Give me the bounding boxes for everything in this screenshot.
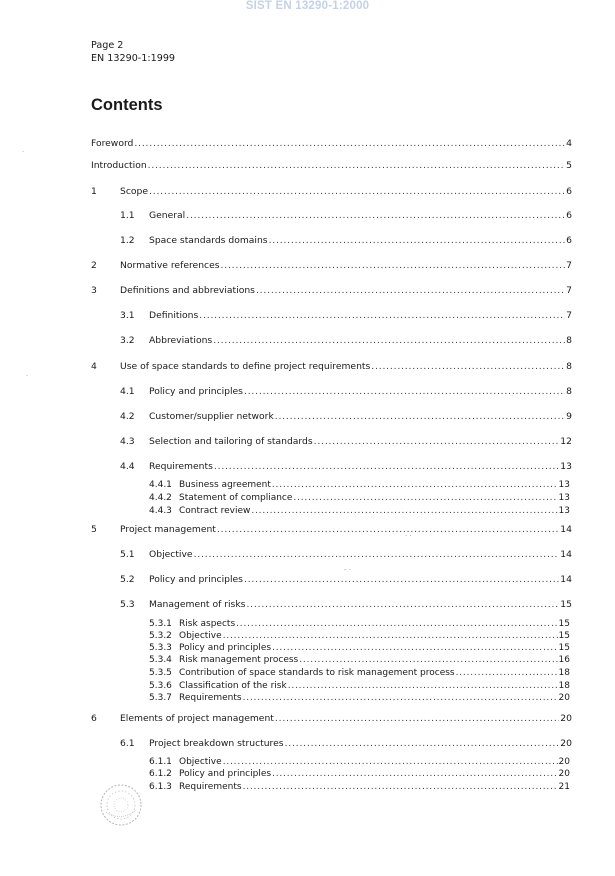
toc-entry-page: 21 [558, 782, 570, 792]
toc-leader-dots [186, 210, 565, 221]
toc-entry [91, 285, 572, 296]
page-title: Contents [91, 96, 163, 114]
toc-entry-number: 1 [91, 186, 97, 197]
toc-entry [149, 693, 570, 703]
toc-entry-page: 15 [558, 643, 570, 653]
toc-entry-page: 18 [558, 681, 570, 691]
toc-entry-number: 3.1 [120, 310, 135, 321]
toc-entry-title: Scope [120, 186, 148, 197]
toc-entry-page: 20 [558, 769, 570, 779]
toc-entry-number: 6.1.3 [149, 782, 172, 792]
toc-entry-number: 3.2 [120, 335, 135, 346]
toc-entry-number: 5 [91, 524, 97, 535]
toc-leader-dots [134, 138, 565, 149]
toc-entry-page: 14 [560, 549, 572, 560]
toc-entry-page: 6 [566, 235, 572, 246]
toc-entry-title: Risk management process [179, 655, 299, 665]
toc-entry [149, 493, 570, 503]
toc-entry [91, 361, 572, 372]
toc-entry-page: 15 [558, 619, 570, 629]
toc-leader-dots [246, 599, 559, 610]
scan-speck: - · [344, 566, 351, 574]
toc-entry [149, 643, 570, 653]
toc-entry-number: 3 [91, 285, 97, 296]
toc-entry-number: 5.3.1 [149, 619, 172, 629]
toc-entry-number: 5.3.7 [149, 693, 172, 703]
toc-entry-number: 5.2 [120, 574, 135, 585]
toc-entry [120, 599, 572, 610]
toc-entry [120, 738, 572, 749]
stamp-seal-icon [98, 782, 144, 828]
toc-entry-number: 5.3.4 [149, 655, 172, 665]
toc-leader-dots [275, 411, 565, 422]
toc-leader-dots [314, 436, 560, 447]
toc-entry [91, 160, 572, 171]
toc-entry-page: 6 [566, 186, 572, 197]
toc-entry-page: 7 [566, 310, 572, 321]
toc-entry-page: 7 [566, 260, 572, 271]
toc-entry-page: 20 [560, 713, 572, 724]
toc-leader-dots [194, 549, 560, 560]
toc-entry-number: 4.4.2 [149, 493, 172, 503]
toc-leader-dots [251, 506, 557, 516]
toc-leader-dots [256, 285, 565, 296]
toc-leader-dots [243, 693, 558, 703]
toc-entry-title: Space standards domains [149, 235, 268, 246]
toc-entry-title: Policy and principles [179, 643, 272, 653]
toc-entry [149, 480, 570, 490]
toc-leader-dots [243, 782, 558, 792]
toc-entry-title: Contribution of space standards to risk management process [179, 668, 455, 678]
toc-entry [120, 411, 572, 422]
toc-entry-title: Contract review [179, 506, 251, 516]
toc-entry-page: 13 [558, 480, 570, 490]
toc-entry-page: 5 [566, 160, 572, 171]
toc-entry-title: Abbreviations [149, 335, 213, 346]
toc-entry-title: Requirements [149, 461, 213, 472]
toc-entry-number: 4.1 [120, 386, 135, 397]
toc-entry [149, 757, 570, 767]
toc-leader-dots [272, 643, 557, 653]
toc-leader-dots [244, 386, 565, 397]
toc-entry-page: 8 [566, 361, 572, 372]
toc-entry [120, 210, 572, 221]
toc-entry [149, 769, 570, 779]
toc-entry-title: Requirements [179, 693, 242, 703]
toc-entry-title: Selection and tailoring of standards [149, 436, 313, 447]
toc-entry [91, 524, 572, 535]
toc-entry [120, 436, 572, 447]
toc-entry-page: 15 [558, 631, 570, 641]
toc-entry-page: 9 [566, 411, 572, 422]
toc-entry-page: 20 [560, 738, 572, 749]
toc-leader-dots [288, 681, 558, 691]
toc-entry-title: Customer/supplier network [149, 411, 274, 422]
toc-entry [120, 386, 572, 397]
toc-entry-number: 5.3.6 [149, 681, 172, 691]
toc-leader-dots [217, 524, 559, 535]
toc-leader-dots [223, 631, 558, 641]
toc-entry [149, 506, 570, 516]
document-id: EN 13290-1:1999 [91, 52, 176, 64]
toc-entry-number: 6.1.1 [149, 757, 172, 767]
toc-entry-title: Project breakdown structures [149, 738, 284, 749]
toc-entry [149, 668, 570, 678]
toc-entry-number: 4.4.1 [149, 480, 172, 490]
toc-leader-dots [456, 668, 558, 678]
toc-entry-number: 5.3.2 [149, 631, 172, 641]
toc-entry [120, 235, 572, 246]
toc-entry [149, 655, 570, 665]
watermark: SIST EN 13290-1:2000 [245, 0, 370, 12]
toc-entry-title: Foreword [91, 138, 134, 149]
toc-entry-page: 7 [566, 285, 572, 296]
toc-entry-page: 6 [566, 210, 572, 221]
toc-entry-title: Policy and principles [179, 769, 272, 779]
toc-entry-number: 2 [91, 260, 97, 271]
toc-entry-number: 6 [91, 713, 97, 724]
toc-leader-dots [223, 757, 558, 767]
toc-leader-dots [371, 361, 565, 372]
toc-entry-title: Management of risks [149, 599, 246, 610]
toc-entry-number: 1.2 [120, 235, 135, 246]
toc-entry [120, 461, 572, 472]
toc-entry [120, 549, 572, 560]
toc-entry-number: 5.3 [120, 599, 135, 610]
toc-entry-page: 13 [558, 506, 570, 516]
toc-entry-number: 5.1 [120, 549, 135, 560]
toc-entry [149, 681, 570, 691]
toc-entry-title: Risk aspects [179, 619, 236, 629]
toc-entry [149, 782, 570, 792]
toc-leader-dots [293, 493, 557, 503]
toc-entry [120, 335, 572, 346]
toc-entry-title: Requirements [179, 782, 242, 792]
toc-leader-dots [275, 713, 559, 724]
toc-entry-number: 1.1 [120, 210, 135, 221]
toc-entry-number: 5.3.3 [149, 643, 172, 653]
toc-leader-dots [272, 769, 557, 779]
toc-entry-page: 15 [560, 599, 572, 610]
toc-entry-title: Project management [120, 524, 216, 535]
toc-leader-dots [244, 574, 559, 585]
toc-leader-dots [299, 655, 557, 665]
toc-entry [91, 138, 572, 149]
toc-entry-title: Classification of the risk [179, 681, 287, 691]
toc-leader-dots [214, 461, 559, 472]
toc-entry-page: 18 [558, 668, 570, 678]
toc-entry-page: 13 [558, 493, 570, 503]
toc-entry-title: Normative references [120, 260, 220, 271]
toc-entry-title: Policy and principles [149, 386, 243, 397]
toc-entry [120, 574, 572, 585]
toc-entry-page: 14 [560, 574, 572, 585]
scan-speck: · [22, 148, 25, 156]
toc-entry-number: 4 [91, 361, 97, 372]
toc-entry-title: Objective [179, 631, 222, 641]
toc-entry [91, 713, 572, 724]
toc-entry-number: 5.3.5 [149, 668, 172, 678]
toc-entry-title: Statement of compliance [179, 493, 293, 503]
toc-entry-title: Definitions [149, 310, 199, 321]
toc-entry-title: Business agreement [179, 480, 271, 490]
toc-entry [120, 310, 572, 321]
toc-entry-title: Introduction [91, 160, 147, 171]
toc-entry-number: 6.1.2 [149, 769, 172, 779]
toc-leader-dots [221, 260, 566, 271]
toc-leader-dots [213, 335, 565, 346]
toc-entry-page: 16 [558, 655, 570, 665]
toc-entry-page: 12 [560, 436, 572, 447]
toc-entry-title: General [149, 210, 186, 221]
toc-entry-page: 14 [560, 524, 572, 535]
toc-leader-dots [285, 738, 560, 749]
toc-leader-dots [148, 160, 566, 171]
toc-entry [91, 260, 572, 271]
toc-leader-dots [236, 619, 557, 629]
page-number: Page 2 [91, 40, 124, 51]
toc-entry-title: Use of space standards to define project requirements [120, 361, 371, 372]
toc-entry-page: 20 [558, 693, 570, 703]
toc-entry [149, 619, 570, 629]
toc-entry-page: 13 [560, 461, 572, 472]
toc-entry-number: 4.4 [120, 461, 135, 472]
toc-entry-page: 8 [566, 386, 572, 397]
toc-entry-number: 6.1 [120, 738, 135, 749]
scan-speck: · · [405, 532, 412, 540]
toc-entry [149, 631, 570, 641]
toc-entry-title: Objective [179, 757, 222, 767]
toc-entry-number: 4.3 [120, 436, 135, 447]
toc-leader-dots [272, 480, 558, 490]
toc-entry-title: Elements of project management [120, 713, 274, 724]
toc-entry-number: 4.2 [120, 411, 135, 422]
toc-entry-title: Definitions and abbreviations [120, 285, 255, 296]
toc-entry [91, 186, 572, 197]
toc-entry-title: Objective [149, 549, 193, 560]
scan-speck: · [26, 372, 29, 380]
toc-leader-dots [149, 186, 565, 197]
toc-entry-number: 4.4.3 [149, 506, 172, 516]
toc-entry-page: 20 [558, 757, 570, 767]
toc-entry-title: Policy and principles [149, 574, 243, 585]
toc-entry-page: 4 [566, 138, 572, 149]
toc-leader-dots [269, 235, 566, 246]
toc-entry-page: 8 [566, 335, 572, 346]
toc-leader-dots [199, 310, 565, 321]
